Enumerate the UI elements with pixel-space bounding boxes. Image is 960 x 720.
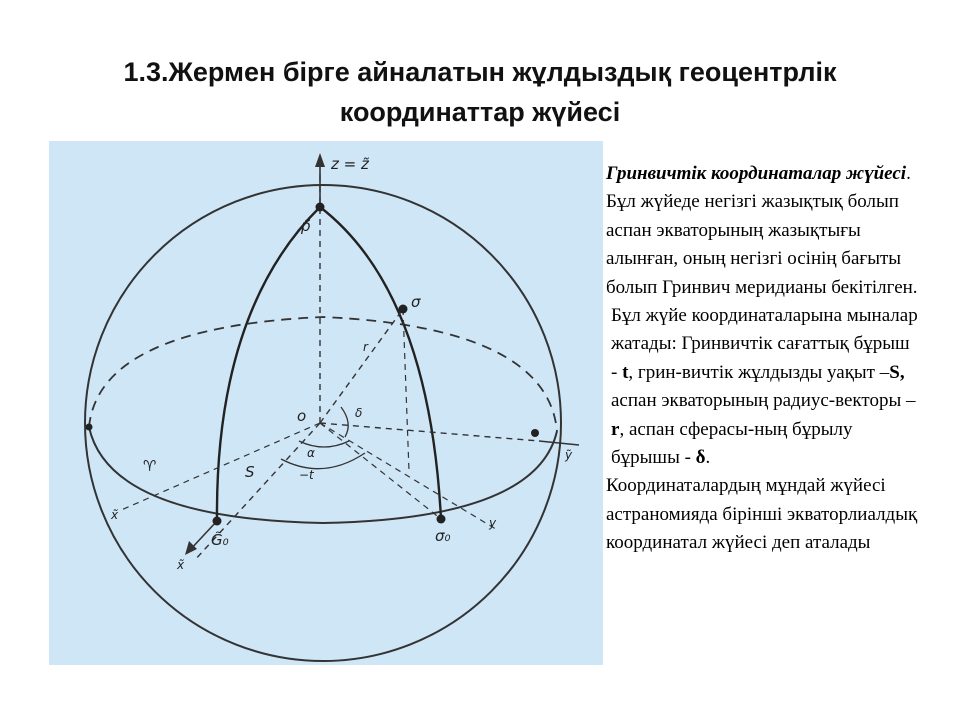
label-sigma: σ xyxy=(411,293,421,311)
label-t: −t xyxy=(299,468,314,482)
y-axis xyxy=(320,423,539,441)
delta-arc xyxy=(341,407,348,437)
celestial-sphere-diagram xyxy=(49,141,603,665)
sigma-point xyxy=(399,305,408,314)
g0-point xyxy=(213,517,222,526)
equator-back xyxy=(89,317,557,431)
label-z-axis: z = z̃ xyxy=(331,155,369,173)
symbol-s: S, xyxy=(889,361,905,383)
paragraph-2-part-d: , аспан сферасы-ның бұрылу бұрышы - xyxy=(611,418,853,469)
title-line-1: 1.3.Жермен бірге айналатын жұлдыздық геоцентрлік xyxy=(123,57,837,87)
label-x-tilde: x̃ xyxy=(111,508,119,522)
y-axis-out xyxy=(539,441,579,445)
sphere-svg xyxy=(49,141,603,665)
paragraph-2-part-a: Бұл жүйе координаталарына мыналар жатады: Гринвичтік сағаттық бұрыш - xyxy=(611,305,918,383)
y-tilde-axis xyxy=(320,423,499,531)
label-x-tilde-lower: x̃ xyxy=(177,558,185,572)
label-alpha: α xyxy=(307,446,315,460)
meridian-sigma xyxy=(320,207,441,519)
paragraph-2 xyxy=(606,302,918,472)
symbol-r: r xyxy=(611,418,620,440)
x-arrow xyxy=(185,541,197,555)
paragraph-2-part-b: , грин-вичтік жұлдызды уақыт – xyxy=(628,361,890,383)
z-arrow xyxy=(315,153,325,167)
paragraph-1-text: . Бұл жүйеде негізгі жазықтық болып аспан экваторының жазықтығы алынған, оның негізгі осінің бағыты болып Гринвич меридианы бекітілген. xyxy=(606,163,918,298)
equator-front xyxy=(89,427,557,523)
sigma0-point xyxy=(437,515,446,524)
label-delta: δ xyxy=(355,406,363,420)
label-y-tilde: ỹ xyxy=(565,448,573,462)
label-origin: o xyxy=(297,407,307,425)
term-greenwich-system: Гринвичтік координаталар жүйесі xyxy=(606,163,907,184)
west-point xyxy=(86,424,93,431)
paragraph-1 xyxy=(606,160,918,302)
description-text xyxy=(606,160,918,558)
paragraph-3: Координаталардың мұндай жүйесі астраномияда бірінші экваторлиалдық координатал жүйесі деп аталады xyxy=(606,475,918,554)
pole-point xyxy=(316,203,325,212)
t-arc xyxy=(281,453,365,469)
symbol-t: t xyxy=(622,361,629,383)
label-g0: G̃₀ xyxy=(211,531,229,549)
origin-sigma0 xyxy=(320,423,441,519)
label-s: S xyxy=(245,463,255,481)
symbol-delta: δ xyxy=(695,447,706,469)
title-line-2: координаттар жүйесі xyxy=(339,97,621,127)
paragraph-2-part-c: аспан экваторының радиус-векторы – xyxy=(611,390,916,412)
slide-title xyxy=(60,52,900,132)
paragraph-2-part-e: . xyxy=(705,447,711,469)
label-sigma0: σ₀ xyxy=(435,527,451,545)
label-radius: r xyxy=(363,340,368,354)
label-y: y xyxy=(489,516,497,530)
label-pole: p̃ xyxy=(301,217,311,235)
label-aries: ♈ xyxy=(143,457,157,475)
east-point xyxy=(531,429,539,437)
